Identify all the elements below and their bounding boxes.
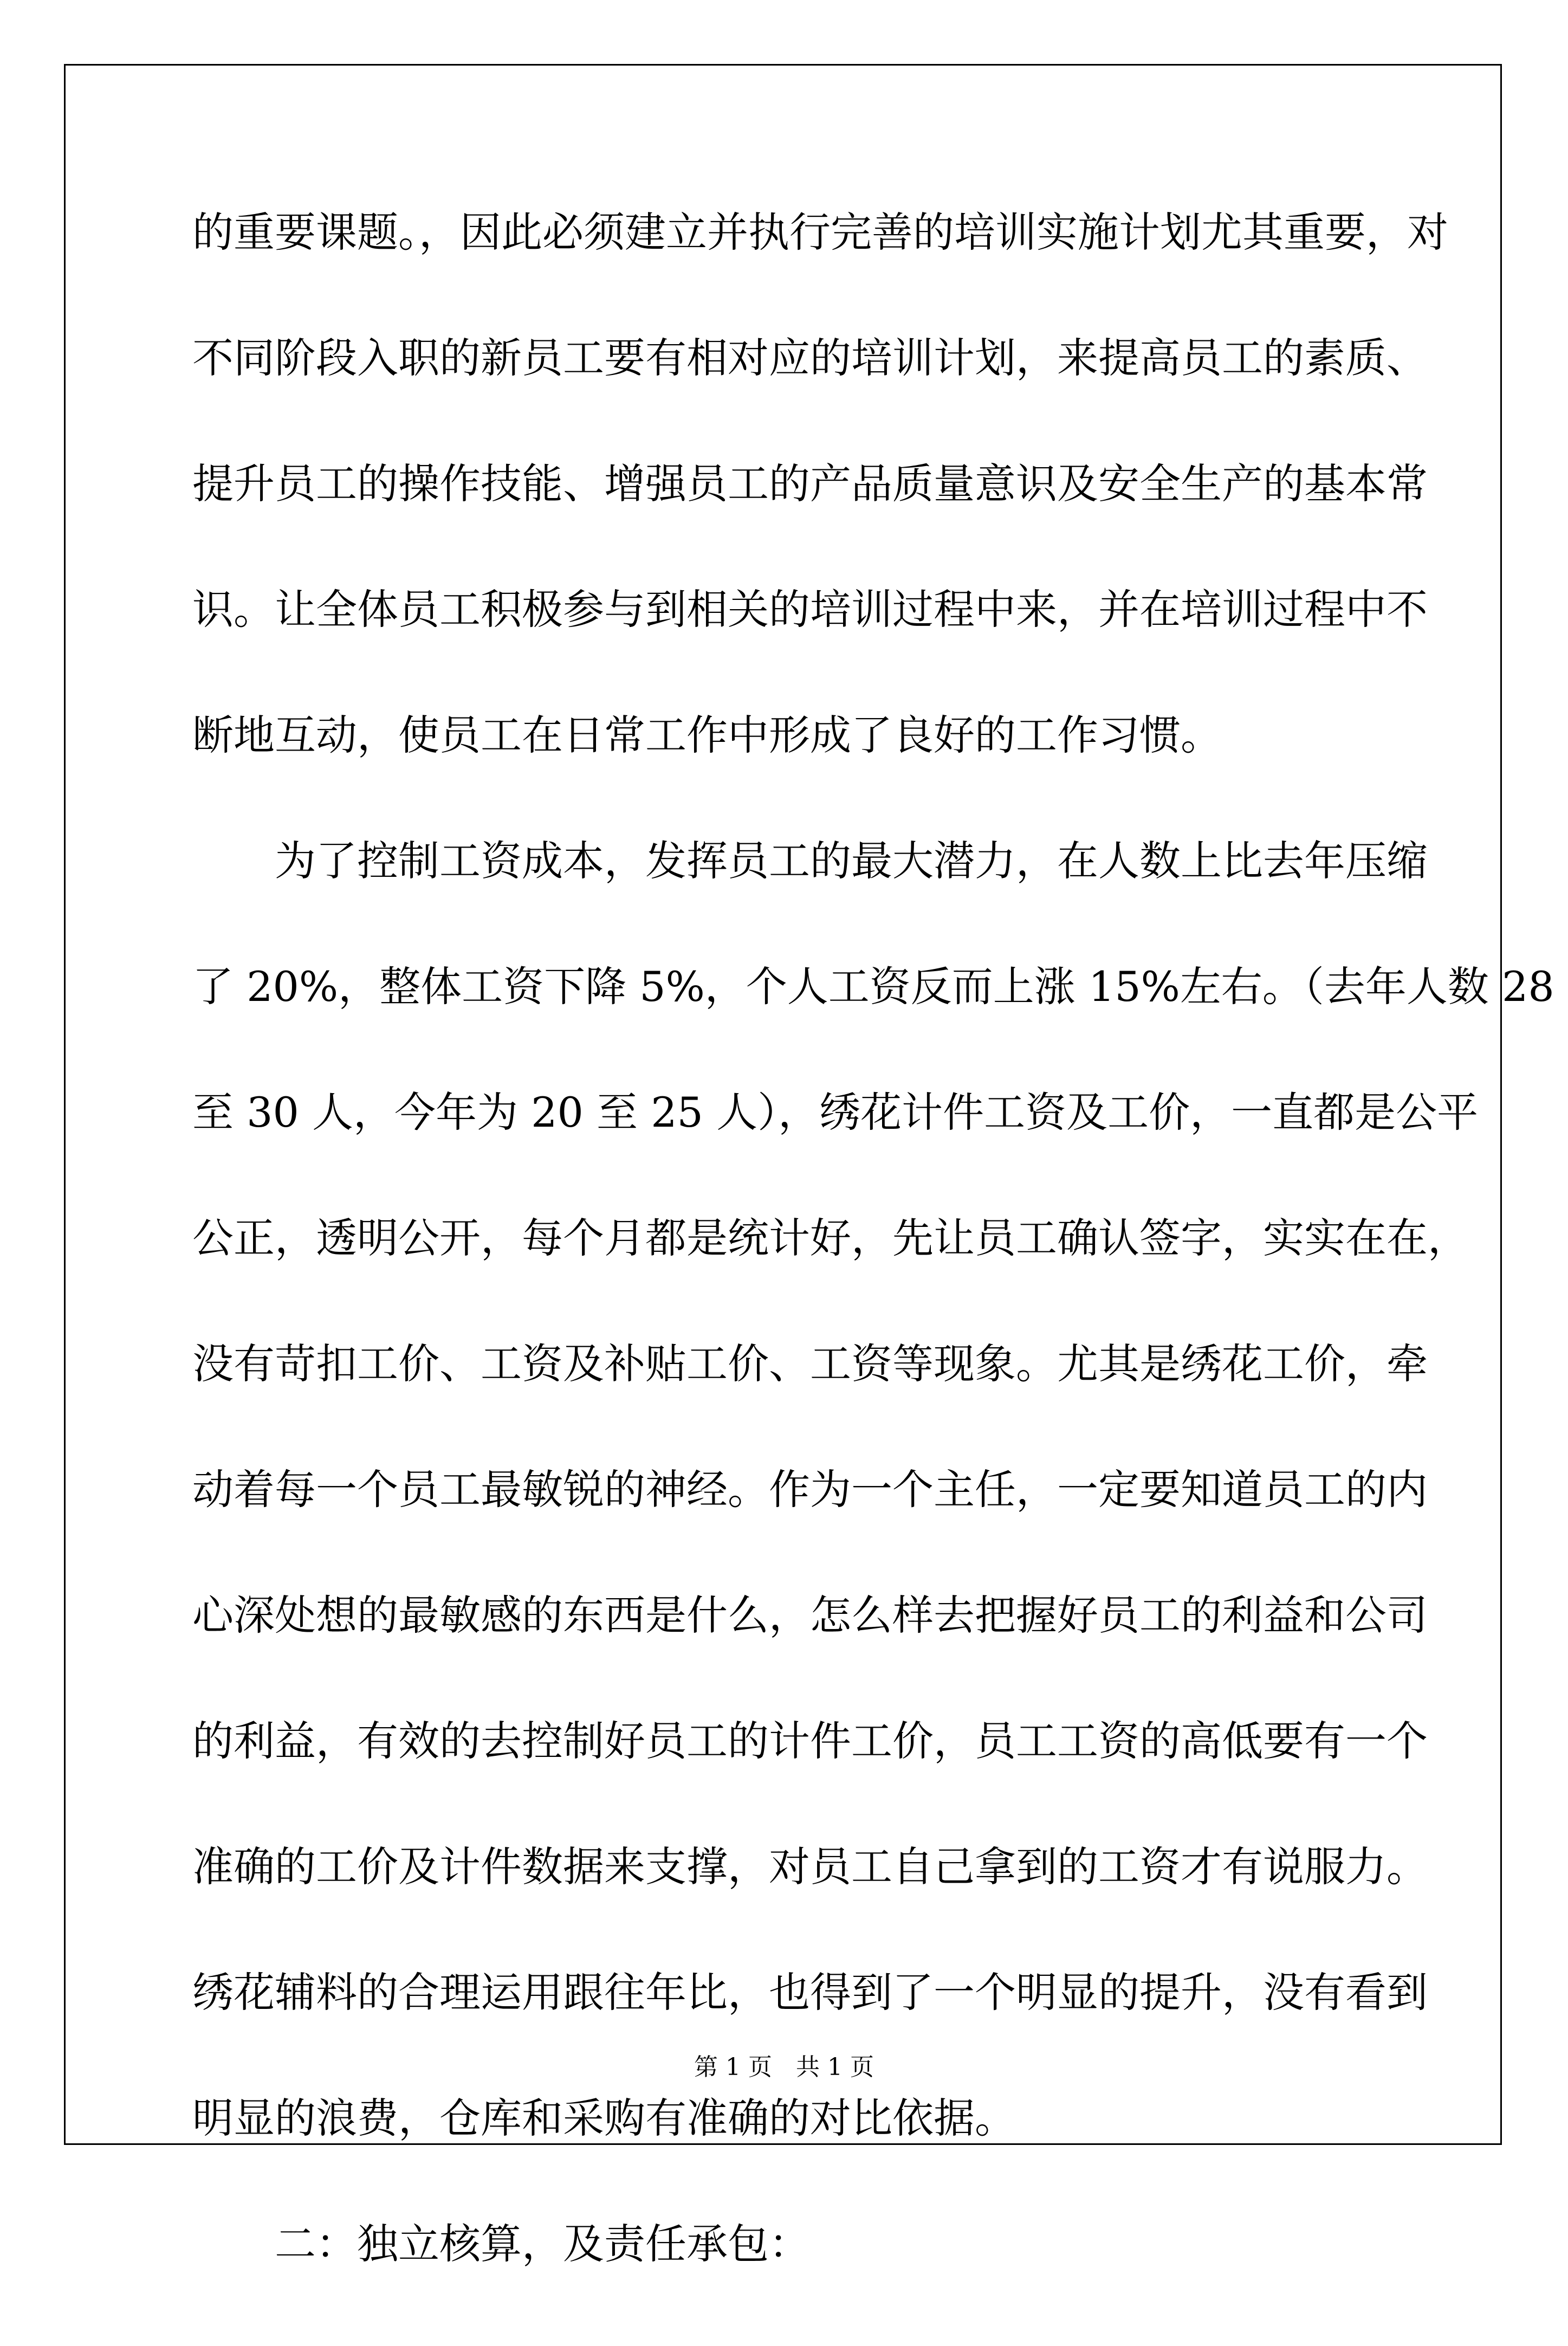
- section-heading: 二：独立核算，及责任承包：: [275, 2220, 810, 2268]
- text-line: 绣花辅料的合理运用跟往年比，也得到了一个明显的提升，没有看到: [192, 1968, 1428, 2017]
- text-line: 不同阶段入职的新员工要有相对应的培训计划，来提高员工的素质、: [192, 334, 1428, 382]
- page-number: 第 1 页 共 1 页: [694, 2053, 874, 2081]
- text-line: 的利益，有效的去控制好员工的计件工价，员工工资的高低要有一个: [192, 1717, 1428, 1765]
- text-line: 至 30 人，今年为 20 至 25 人），绣花计件工资及工价，一直都是公平: [192, 1088, 1479, 1136]
- text-line: 识。让全体员工积极参与到相关的培训过程中来，并在培训过程中不: [192, 585, 1428, 634]
- text-line: 公正，透明公开，每个月都是统计好，先让员工确认签字，实实在在，: [192, 1214, 1469, 1262]
- text-line: 准确的工价及计件数据来支撑，对员工自己拿到的工资才有说服力。: [192, 1843, 1428, 1891]
- text-line: 断地互动，使员工在日常工作中形成了良好的工作习惯。: [192, 711, 1222, 759]
- text-line: 提升员工的操作技能、增强员工的产品质量意识及安全生产的基本常: [192, 460, 1428, 508]
- document-body: [192, 208, 1554, 2346]
- text-line: 为了控制工资成本，发挥员工的最大潜力，在人数上比去年压缩: [275, 837, 1428, 885]
- text-line: 没有苛扣工价、工资及补贴工价、工资等现象。尤其是绣花工价，牵: [192, 1340, 1428, 1388]
- text-line: 心深处想的最敏感的东西是什么，怎么样去把握好员工的利益和公司: [192, 1591, 1428, 1639]
- text-line: 动着每一个员工最敏锐的神经。作为一个主任，一定要知道员工的内: [192, 1465, 1428, 1514]
- page-footer: [0, 2047, 1568, 2082]
- text-line: 了 20%，整体工资下降 5%，个人工资反而上涨 15%左右。（去年人数 28: [192, 962, 1554, 1011]
- text-line: 的重要课题。，因此必须建立并执行完善的培训实施计划尤其重要，对: [192, 208, 1448, 256]
- text-line: 明显的浪费，仓库和采购有准确的对比依据。: [192, 2094, 1016, 2142]
